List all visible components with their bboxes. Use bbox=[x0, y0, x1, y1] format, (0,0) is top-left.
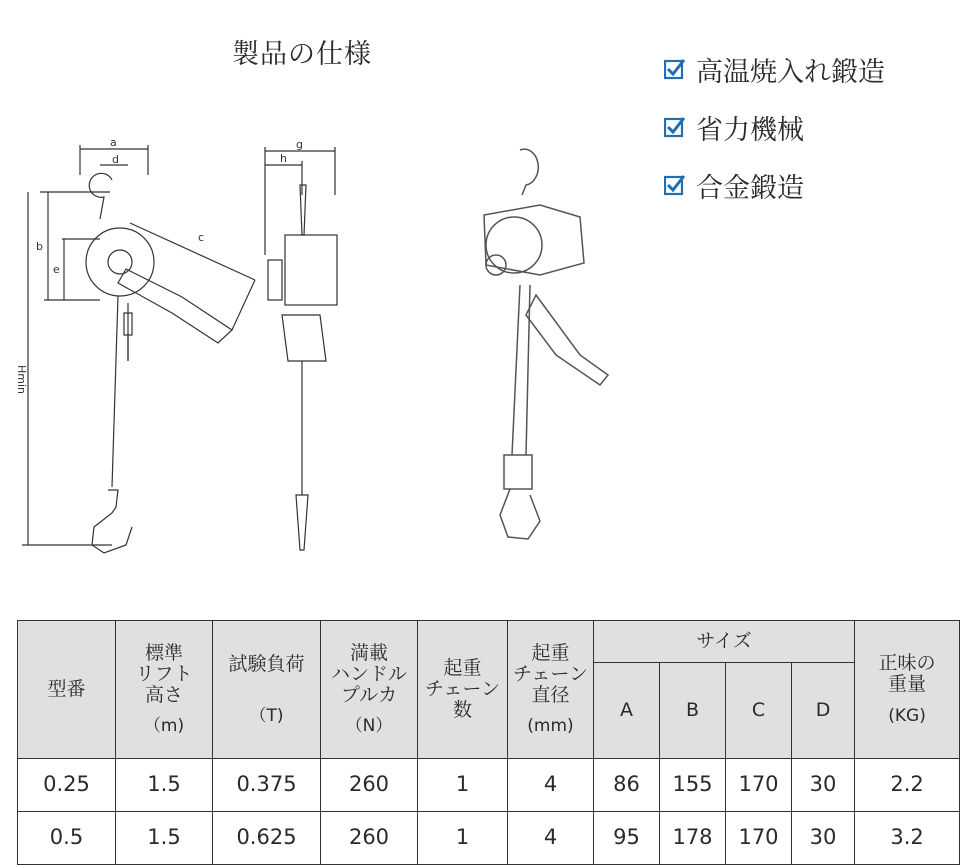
cell-size-c: 170 bbox=[726, 759, 792, 812]
cell-chain-dia: 4 bbox=[508, 759, 594, 812]
cell-test-load: 0.375 bbox=[213, 759, 321, 812]
dim-label-e: e bbox=[53, 263, 60, 276]
cell-size-b: 178 bbox=[660, 812, 726, 865]
dim-label-b: b bbox=[36, 240, 43, 253]
header-chain-count-line2: チェーン bbox=[424, 678, 501, 701]
dim-label-a: a bbox=[110, 136, 117, 149]
cell-lift: 1.5 bbox=[116, 759, 213, 812]
header-chain-dia-line3: 直径 bbox=[531, 683, 570, 706]
header-pull-line2: ハンドル bbox=[330, 662, 407, 685]
table-row bbox=[18, 812, 960, 865]
side-view-drawing bbox=[265, 147, 337, 550]
cell-chain-dia: 4 bbox=[508, 812, 594, 865]
feature-label: 合金鍛造 bbox=[696, 172, 804, 204]
cell-size-d: 30 bbox=[792, 759, 855, 812]
feature-label: 高温焼入れ鍛造 bbox=[696, 56, 885, 88]
header-pull-line1: 満載 bbox=[349, 641, 388, 664]
cell-weight: 2.2 bbox=[855, 759, 960, 812]
dim-label-g: g bbox=[296, 138, 303, 151]
header-lift-unit: （m) bbox=[143, 716, 185, 737]
hoist-drawing-svg bbox=[0, 135, 960, 565]
dim-label-c: c bbox=[198, 231, 205, 244]
technical-drawing bbox=[0, 135, 960, 565]
header-weight-line2: 重量 bbox=[888, 673, 927, 696]
cell-size-a: 95 bbox=[594, 812, 660, 865]
header-size-a: A bbox=[594, 663, 660, 759]
cell-model: 0.5 bbox=[18, 812, 116, 865]
cell-test-load: 0.625 bbox=[213, 812, 321, 865]
cell-pull: 260 bbox=[321, 759, 418, 812]
checkbox-checked-icon bbox=[664, 58, 686, 80]
header-pull-line3: プルカ bbox=[340, 683, 398, 706]
header-chain-count bbox=[418, 621, 508, 759]
feature-label: 省力機械 bbox=[696, 114, 804, 146]
cell-size-d: 30 bbox=[792, 812, 855, 865]
dim-label-h: h bbox=[280, 152, 287, 165]
spec-table bbox=[17, 620, 960, 865]
table-row bbox=[18, 759, 960, 812]
header-test-load-unit: （T) bbox=[249, 705, 284, 726]
header-size-b: B bbox=[660, 663, 726, 759]
cell-chain-count: 1 bbox=[418, 759, 508, 812]
header-lift-line2: リフト bbox=[135, 662, 193, 685]
header-pull-unit: （N） bbox=[345, 716, 393, 737]
cell-size-c: 170 bbox=[726, 812, 792, 865]
header-pull bbox=[321, 621, 418, 759]
header-weight-line1: 正味の bbox=[878, 652, 936, 675]
cell-model: 0.25 bbox=[18, 759, 116, 812]
header-chain-count-line3: 数 bbox=[452, 698, 472, 721]
header-chain-dia-line2: チェーン bbox=[512, 662, 589, 685]
header-weight bbox=[855, 621, 960, 759]
dim-label-hmin: Hmin bbox=[15, 365, 28, 395]
perspective-view-drawing bbox=[484, 149, 608, 539]
header-size: サイズ bbox=[594, 621, 855, 663]
header-test-load-label: 試験負荷 bbox=[228, 652, 305, 675]
header-size-c: C bbox=[726, 663, 792, 759]
header-lift-line3: 高さ bbox=[144, 683, 183, 706]
header-chain-dia-unit: (mm) bbox=[527, 716, 574, 737]
header-weight-unit: (KG) bbox=[888, 706, 926, 727]
dim-label-d: d bbox=[112, 153, 119, 166]
cell-pull: 260 bbox=[321, 812, 418, 865]
header-model: 型番 bbox=[18, 621, 116, 759]
header-size-d: D bbox=[792, 663, 855, 759]
cell-weight: 3.2 bbox=[855, 812, 960, 865]
header-chain-count-line1: 起重 bbox=[443, 657, 482, 680]
page-title: 製品の仕様 bbox=[232, 39, 372, 70]
cell-size-a: 86 bbox=[594, 759, 660, 812]
header-chain-dia-line1: 起重 bbox=[531, 641, 570, 664]
header-chain-dia bbox=[508, 621, 594, 759]
header-lift bbox=[116, 621, 213, 759]
front-view-drawing bbox=[22, 145, 255, 553]
cell-size-b: 155 bbox=[660, 759, 726, 812]
header-lift-line1: 標準 bbox=[144, 641, 183, 664]
feature-item bbox=[664, 40, 885, 98]
cell-lift: 1.5 bbox=[116, 812, 213, 865]
cell-chain-count: 1 bbox=[418, 812, 508, 865]
header-test-load bbox=[213, 621, 321, 759]
